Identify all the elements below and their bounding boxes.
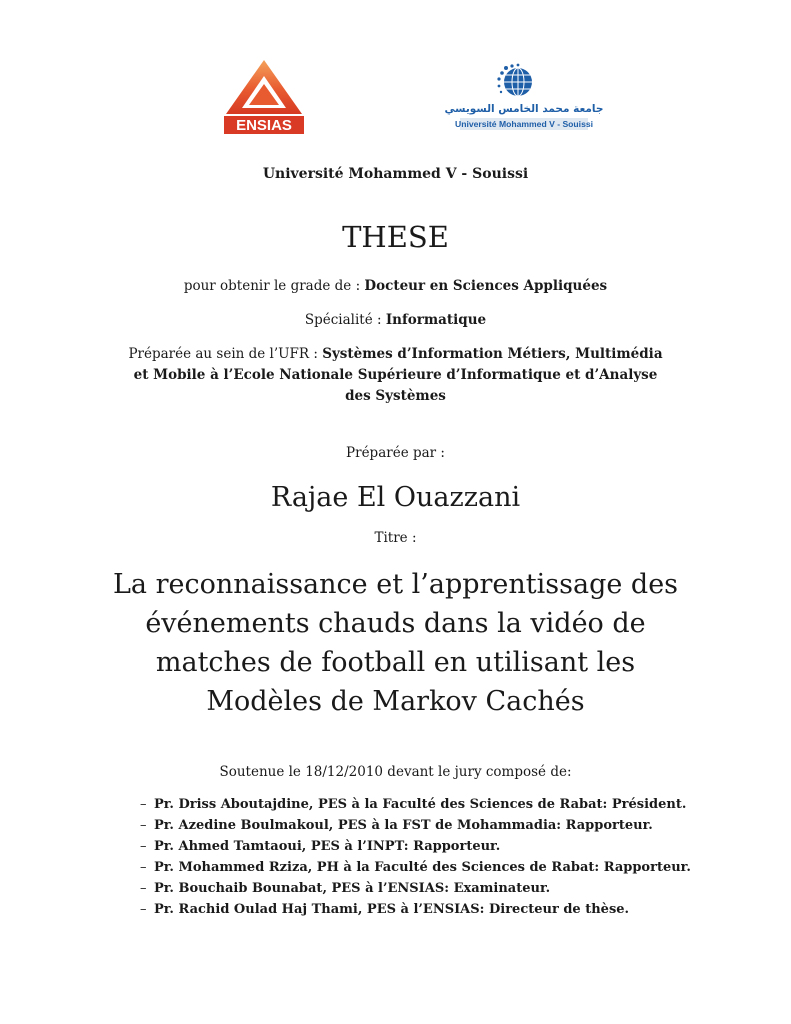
- jury-member-text: Pr. Driss Aboutajdine, PES à la Faculté des Sciences de Rabat: Président.: [154, 797, 687, 812]
- jury-bullet: –: [140, 818, 147, 833]
- author-name: Rajae El Ouazzani: [270, 482, 521, 513]
- degree-value: Docteur en Sciences Appliquées: [364, 278, 608, 294]
- thesis-title-line-1: La reconnaissance et l’apprentissage des: [112, 569, 679, 600]
- thesis-title-line-2: événements chauds dans la vidéo de: [145, 608, 646, 639]
- jury-bullet: –: [140, 881, 147, 896]
- degree-line: [0, 278, 791, 294]
- thesis-title-line-4: Modèles de Markov Cachés: [206, 686, 585, 717]
- jury-member-text: Pr. Bouchaib Bounabat, PES à l’ENSIAS: Examinateur.: [154, 881, 551, 896]
- jury-member: [140, 857, 691, 878]
- thesis-title: [0, 565, 791, 721]
- ensias-logo-text: ENSIAS: [236, 117, 292, 134]
- specialty-line: [0, 312, 791, 328]
- ufr-value-2: et Mobile à l’Ecole Nationale Supérieure d’Informatique et d’Analyse: [133, 367, 658, 383]
- ufr-line-1: [0, 344, 791, 365]
- defense-info: Soutenue le 18/12/2010 devant le jury composé de:: [219, 764, 572, 780]
- jury-bullet: –: [140, 902, 147, 917]
- um5-logo-arabic: جامعة محمد الخامس السويسي: [444, 103, 604, 115]
- document-type: THESE: [342, 220, 449, 254]
- ensias-triangle-icon: [222, 58, 306, 136]
- ufr-value-3: des Systèmes: [345, 388, 446, 404]
- um5-logo-text: Université Mohammed V - Souissi: [454, 119, 594, 129]
- ufr-block: [0, 344, 791, 407]
- university-name: Université Mohammed V - Souissi: [262, 166, 529, 182]
- ensias-logo: [222, 58, 306, 136]
- jury-member: [140, 878, 691, 899]
- jury-bullet: –: [140, 797, 147, 812]
- jury-member-text: Pr. Azedine Boulmakoul, PES à la FST de Mohammadia: Rapporteur.: [154, 818, 653, 833]
- specialty-prefix: Spécialité :: [304, 312, 386, 328]
- ufr-prefix: Préparée au sein de l’UFR :: [128, 346, 323, 362]
- jury-member: [140, 836, 691, 857]
- jury-member-text: Pr. Rachid Oulad Haj Thami, PES à l’ENSIAS: Directeur de thèse.: [154, 902, 630, 917]
- thesis-title-line-3: matches de football en utilisant les: [155, 647, 636, 678]
- jury-bullet: –: [140, 860, 147, 875]
- ufr-line-3: [0, 386, 791, 407]
- jury-bullet: –: [140, 839, 147, 854]
- jury-list: [140, 794, 691, 920]
- globe-icon: [444, 62, 604, 134]
- title-label: Titre :: [374, 530, 417, 546]
- jury-member-text: Pr. Mohammed Rziza, PH à la Faculté des Sciences de Rabat: Rapporteur.: [154, 860, 691, 875]
- ufr-line-2: [0, 365, 791, 386]
- prepared-by-label: Préparée par :: [346, 445, 445, 461]
- specialty-value: Informatique: [385, 312, 487, 328]
- jury-member-text: Pr. Ahmed Tamtaoui, PES à l’INPT: Rapporteur.: [154, 839, 501, 854]
- ufr-value-1: Systèmes d’Information Métiers, Multimédia: [322, 346, 663, 362]
- jury-member: [140, 899, 691, 920]
- um5-logo: [444, 62, 604, 134]
- degree-prefix: pour obtenir le grade de :: [183, 278, 365, 294]
- jury-member: [140, 815, 691, 836]
- jury-member: [140, 794, 691, 815]
